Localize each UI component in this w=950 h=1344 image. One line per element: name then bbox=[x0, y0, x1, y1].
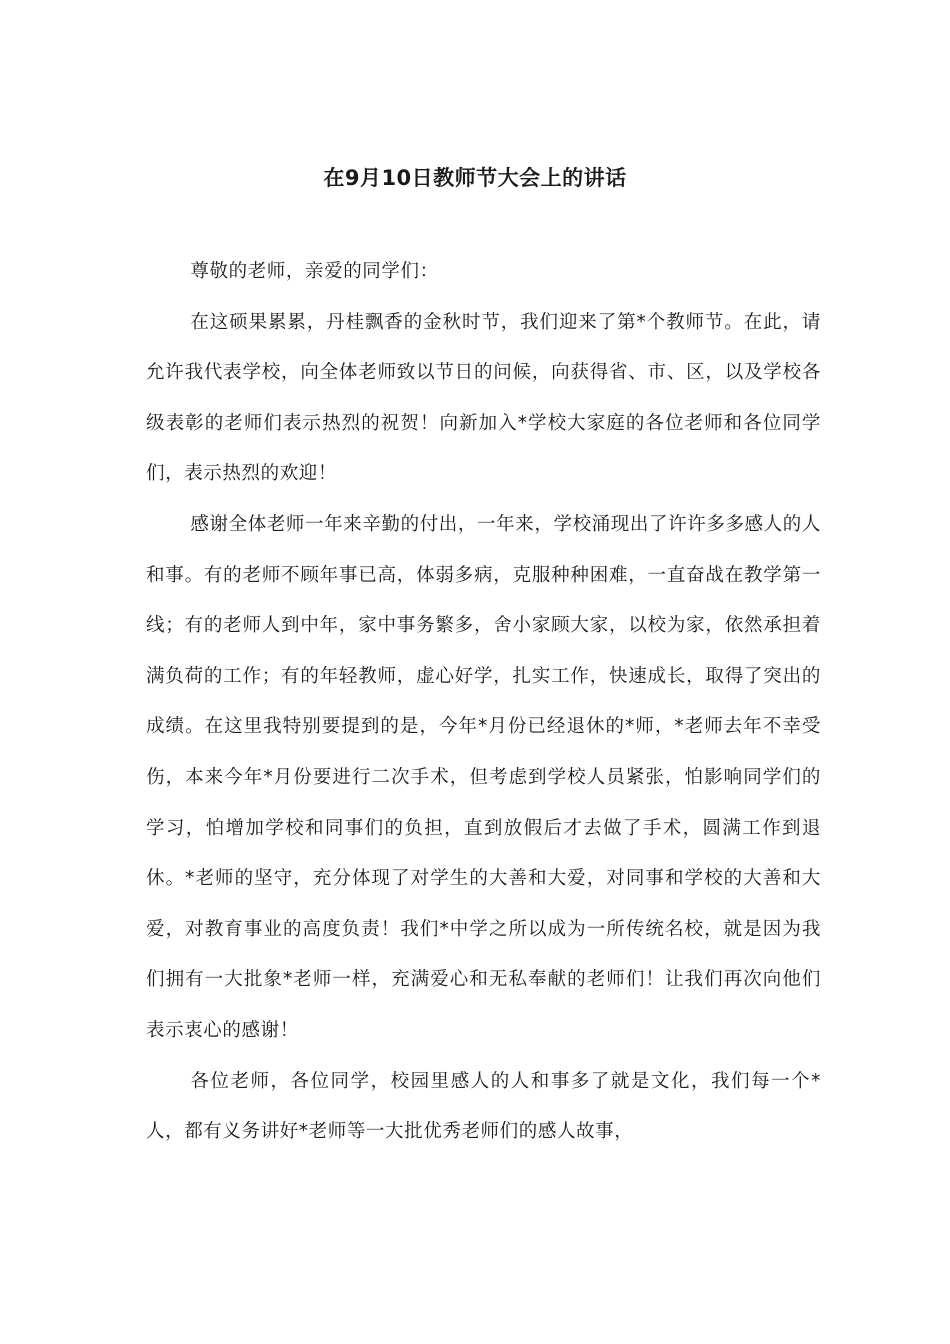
opening-paragraph: 在这硕果累累，丹桂飘香的金秋时节，我们迎来了第*个教师节。在此，请允许我代表学校，向全体老师致以节日的问候，向获得省、市、区，以及学校各级表彰的老师们表示热烈的祝贺！向新加入*学校大家庭的各位老师和各位同学们，表示热烈的欢迎！ bbox=[146, 311, 821, 485]
culture-paragraph: 各位老师，各位同学，校园里感人的人和事多了就是文化，我们每一个*人，都有义务讲好*老师等一大批优秀老师们的感人故事， bbox=[146, 1070, 821, 1143]
salutation-paragraph: 尊敬的老师，亲爱的同学们： bbox=[190, 261, 439, 282]
page-title: 在9月10日教师节大会上的讲话 bbox=[323, 166, 627, 190]
document-body bbox=[146, 247, 821, 1158]
gratitude-paragraph: 感谢全体老师一年来辛勤的付出，一年来，学校涌现出了许许多多感人的人和事。有的老师不顾年事已高，体弱多病，克服种种困难，一直奋战在教学第一线；有的老师人到中年，家中事务繁多，舍小家顾大家，以校为家，依然承担着满负荷的工作；有的年轻教师，虚心好学，扎实工作，快速成长，取得了突出的成绩。在这里我特别要提到的是，今年*月份已经退休的*师，*老师去年不幸受伤，本来今年*月份要进行二次手术，但考虑到学校人员紧张，怕影响同学们的学习，怕增加学校和同事们的负担，直到放假后才去做了手术，圆满工作到退休。*老师的坚守，充分体现了对学生的大善和大爱，对同事和学校的大善和大爱，对教育事业的高度负责！我们*中学之所以成为一所传统名校，就是因为我们拥有一大批象*老师一样，充满爱心和无私奉献的老师们！让我们再次向他们表示衷心的感谢！ bbox=[146, 513, 821, 1041]
